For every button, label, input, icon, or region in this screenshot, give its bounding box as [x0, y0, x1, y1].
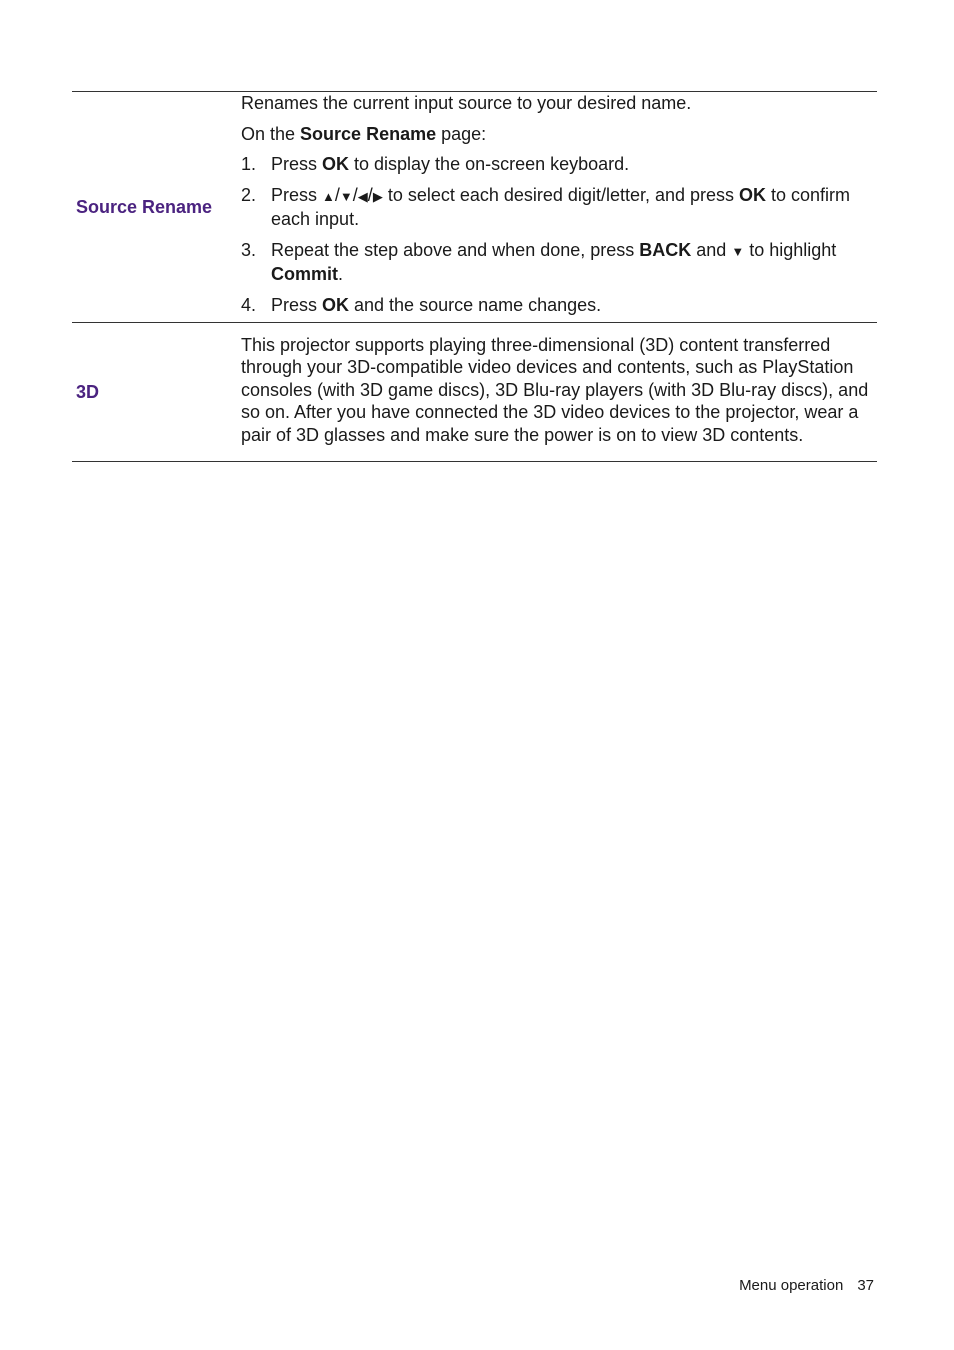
steps-list	[241, 153, 877, 316]
page-name: Source Rename	[300, 123, 437, 144]
arrow-down-icon: ▼	[339, 188, 353, 204]
menu-table	[72, 91, 877, 462]
key-ok: OK	[322, 154, 350, 174]
menu-item-label: Source Rename	[72, 92, 241, 323]
step-number: 3.	[241, 239, 257, 260]
step-number: 4.	[241, 294, 257, 315]
menu-item-label: 3D	[72, 323, 241, 462]
page-footer	[739, 1277, 874, 1294]
menu-row-3d	[72, 323, 877, 462]
commit-label: Commit	[271, 264, 338, 284]
arrow-left-icon: ◀	[357, 188, 368, 204]
step-item: 2. Press ▲/▼/◀/▶ to select each desired digit/letter, and press OK to confirm each input.	[241, 184, 851, 229]
step-item: 1. Press OK to display the on-screen keyboard.	[241, 154, 630, 174]
key-ok: OK	[739, 184, 767, 205]
menu-row-source-rename	[72, 92, 877, 323]
step-item: 4. Press OK and the source name changes.	[241, 294, 602, 315]
footer-section: Menu operation	[739, 1277, 844, 1294]
page-number: 37	[857, 1277, 874, 1294]
menu-item-description: This projector supports playing three-dimensional (3D) content transferred through your 3D-compatible video devices and contents, such as PlayStation consoles (with 3D game discs), 3D Blu-ray players (with 3D Blu-ray discs), and so on. After you have connected the 3D video devices to the projector, wear a pair of 3D glasses and make sure the power is on to view 3D contents.	[241, 323, 877, 462]
key-ok: OK	[322, 294, 350, 315]
step-number: 1.	[241, 154, 257, 174]
arrow-up-icon: ▲	[322, 188, 335, 204]
arrow-right-icon: ▶	[372, 188, 383, 204]
intro-text: Renames the current input source to your desired name.	[241, 93, 692, 113]
key-back: BACK	[639, 239, 692, 260]
step-item: 3. Repeat the step above and when done, press BACK and ▼ to highlight Commit.	[241, 239, 837, 284]
step-number: 2.	[241, 184, 257, 205]
page-reference: On the Source Rename page:	[241, 123, 487, 144]
menu-item-description	[241, 92, 877, 323]
arrow-down-icon: ▼	[731, 243, 745, 259]
